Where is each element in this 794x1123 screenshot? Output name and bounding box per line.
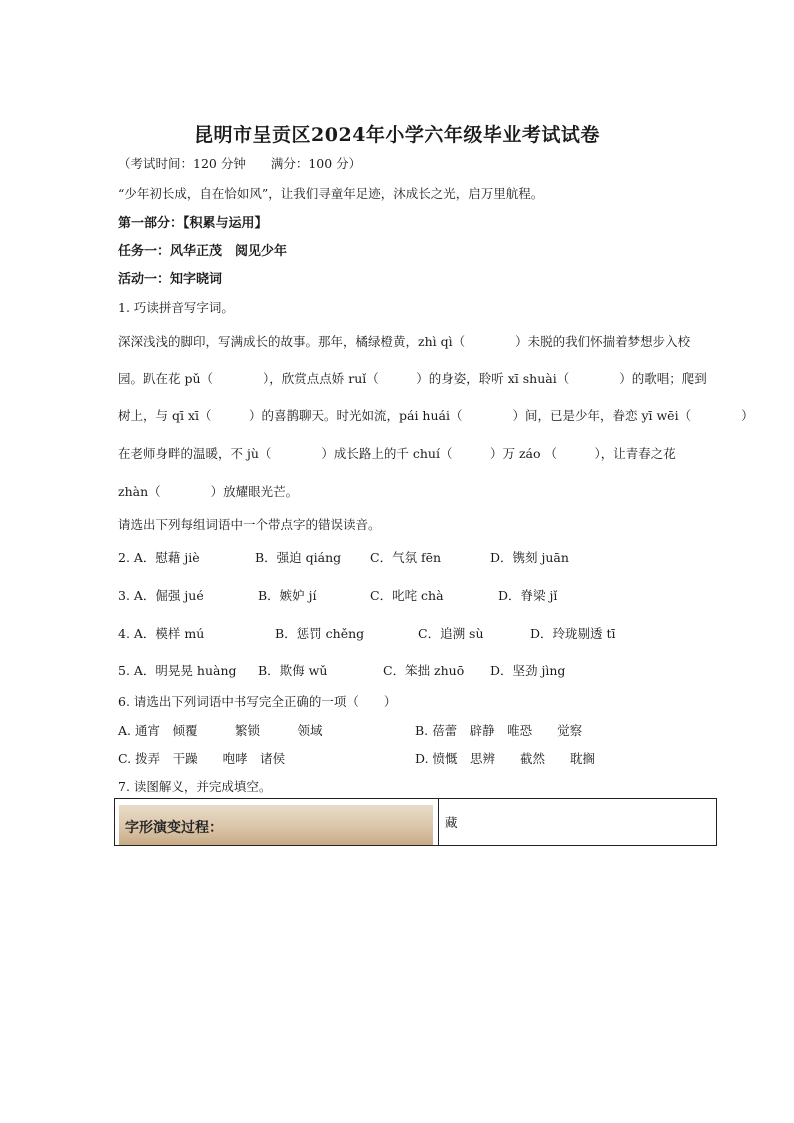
glyph-evolution-image <box>119 805 433 845</box>
activity-heading: 活动一：知字晓词 <box>118 272 223 287</box>
exam-info: （考试时间：120 分钟 满分：100 分） <box>118 156 362 171</box>
q6-option-b: B. 蓓蕾 辟静 唯恐 觉察 <box>415 723 583 738</box>
part-heading: 第一部分：【积累与运用】 <box>118 216 268 231</box>
q3-option-a: 3. A．倔强 jué <box>118 588 204 603</box>
q4-option-a: 4. A．模样 mú <box>118 626 205 641</box>
q1-line: zhàn（ ）放耀眼光芒。 <box>118 484 299 499</box>
page-title: 昆明市呈贡区2024年小学六年级毕业考试试卷 <box>194 124 600 146</box>
table-divider <box>438 799 439 845</box>
q3-option-d: D．脊梁 jǐ <box>498 588 558 603</box>
task-heading: 任务一：风华正茂 阅见少年 <box>118 244 288 259</box>
q3-option-b: B．嫉妒 jí <box>258 588 317 603</box>
table-cell-char: 藏 <box>445 815 458 830</box>
q5-option-c: C．笨拙 zhuō <box>383 663 465 678</box>
q6-option-a: A. 通宵 倾覆 繁锁 领域 <box>118 723 323 738</box>
q6-option-c: C. 拨弄 干躁 咆哮 诸侯 <box>118 751 286 766</box>
intro-text: “少年初长成，自在恰如风”，让我们寻童年足迹，沐成长之光，启万里航程。 <box>118 186 544 201</box>
q2-option-c: C．气氛 fēn <box>370 550 442 565</box>
q7-table <box>114 798 717 846</box>
q6-option-d: D. 愤慨 思辨 截然 耽搁 <box>415 751 596 766</box>
q1-prompt: 1. 巧读拼音写字词。 <box>118 300 234 315</box>
q2-option-a: 2. A．慰藉 jiè <box>118 550 200 565</box>
q7-prompt: 7. 读图解义，并完成填空。 <box>118 779 272 794</box>
q1-line: 树上，与 qī xī（ ）的喜鹊聊天。时光如流，pái huái（ ）间，已是少年，眷恋 yī wēi（ ） <box>118 408 754 423</box>
q2-option-b: B．强迫 qiáng <box>255 550 342 565</box>
q5-option-a: 5. A．明晃晃 huàng <box>118 663 237 678</box>
q2-option-d: D．镌刻 juān <box>490 550 569 565</box>
q3-option-c: C．叱咤 chà <box>370 588 444 603</box>
q4-option-d: D．玲珑剔透 tī <box>530 626 616 641</box>
q4-option-b: B．惩罚 chěng <box>275 626 365 641</box>
q6-prompt: 6. 请选出下列词语中书写完全正确的一项（ ） <box>118 694 397 709</box>
q1-line: 在老师身畔的温暖，不 jù（ ）成长路上的千 chuí（ ）万 záo （ ），让青春之花 <box>118 446 676 461</box>
instruction-text: 请选出下列每组词语中一个带点字的错误读音。 <box>118 517 381 532</box>
q1-line: 深深浅浅的脚印，写满成长的故事。那年，橘绿橙黄，zhì qì（ ）未脱的我们怀揣着梦想步入校 <box>118 334 691 349</box>
q4-option-c: C．追溯 sù <box>418 626 484 641</box>
image-caption: 字形演变过程： <box>125 820 223 836</box>
q5-option-d: D．坚劲 jìng <box>490 663 566 678</box>
q1-line: 园。趴在花 pǔ（ ），欣赏点点娇 ruǐ（ ）的身姿，聆听 xī shuài（ ）的歌唱；爬到 <box>118 371 707 386</box>
q5-option-b: B．欺侮 wǔ <box>258 663 328 678</box>
